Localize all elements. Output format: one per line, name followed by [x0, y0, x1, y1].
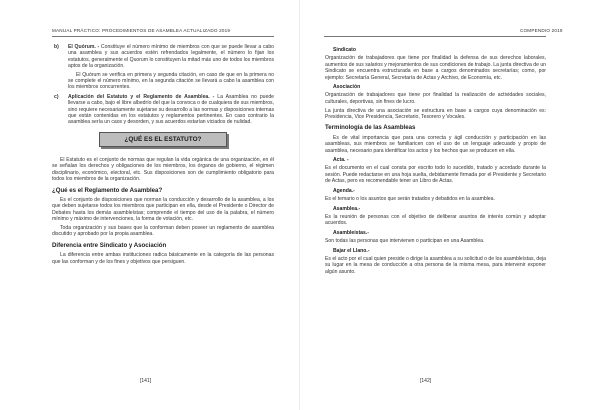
item-marker: c)	[54, 93, 59, 100]
right-running-head: COMPENDIO 2019	[520, 28, 563, 33]
reglamento-paragraph: Es el conjunto de disposiciones que norman la conducción y desarrollo de la asamblea, a los que deben sujetarse todos los miembros que participan en ella, desde el Presidente o Director de Debates hasta los demás asambleístas; comprende el tiempo del uso de la palabra, el número mínimo y máximo de intervenciones, la forma de votación, etc.	[52, 196, 274, 223]
right-page-number: [142]	[420, 378, 432, 384]
asamblea-paragraph: Es la reunión de personas con el objetivo de deliberar asuntos de interés común y adoptar acuerdos.	[325, 213, 546, 227]
diferencia-paragraph: La diferencia entre ambas instituciones radica básicamente en la categoría de las personas que las conforman y de los fines y objetivos que persiguen.	[52, 252, 274, 265]
heading-diferencia: Diferencia entre Sindicato y Asociación	[52, 241, 167, 249]
item-marker: b)	[54, 44, 59, 50]
heading-asamblea: Asamblea.-	[333, 205, 361, 212]
bajar-llano-paragraph: Es el acto por el cual quien preside o dirige la asamblea a su solicitud o de los asambleístas, deja su lugar en la mesa de conducción a otra persona de la misma mesa, para intervenir exponer algún asunto.	[325, 255, 546, 275]
left-page-number: [141]	[140, 378, 152, 384]
aplicacion-title: Aplicación del Estatuto y el Reglamento de Asamblea. -	[68, 93, 215, 100]
quorum-text: Constituye el número mínimo de miembros con que se puede llevar a cabo una asamblea y sus acuerdos estén refrendados legalmente, el número lo fijan los estatutos, generalmente el Quorum lo constituyen la mitad más uno de todos los miembros aptos de la organización.	[68, 44, 275, 70]
left-page-content	[52, 44, 274, 267]
asociacion-paragraph: Organización de trabajadores que tiene por finalidad la realización de actividades sociales, culturales, deportivas, sin fines de lucro.	[325, 92, 546, 105]
right-page-content	[325, 44, 546, 278]
heading-terminologia: Terminología de las Asambleas	[325, 124, 416, 132]
left-running-head: MANUAL PRÁCTICO: PROCEDIMIENTOS DE ASAMBLEA ACTUALIZADO 2019	[52, 28, 231, 33]
asambleistas-paragraph: Son todas las personas que intervienen o participan en una Asamblea.	[325, 238, 485, 245]
heading-asambleistas: Asambleístas.-	[333, 229, 369, 236]
estatuto-paragraph: El Estatuto es el conjunto de normas que regulan la vida orgánica de una organización, en él se señalan los derechos y obligaciones de los miembros, los órganos de gobierno, el régimen disciplinario, económico, electoral, etc. Sus disposiciones son de cumplimiento obligatorio para todos los miembros de la organización.	[52, 156, 274, 183]
right-header-rule	[324, 36, 546, 37]
heading-acta: Acta. -	[333, 157, 349, 164]
terminologia-paragraph: Es de vital importancia que para una correcta y ágil conducción y participación en las asambleas, sus miembros se familiaricen con el uso de un lenguaje adecuado y propio de asamblea, necesario para identificar los actos y los hechos que se producen en ella.	[325, 134, 546, 154]
quorum-title: El Quórum. -	[68, 44, 100, 50]
heading-asociacion: Asociación	[333, 84, 361, 91]
quorum-paragraph	[68, 44, 274, 70]
heading-bajar-llano: Bajar el Llano.-	[333, 247, 370, 254]
sindicato-paragraph: Organización de trabajadores que tiene por finalidad la defensa de sus derechos laborales, aumentos de sus salarios y mejoramientos de sus condiciones de trabajo. La junta directiva de un Sindicato se encuentra estructurada en base a cargos denominados secretarías; como, por ejemplo: Secretaría General, Secretaría de Actas y Archivo, de Economía, etc.	[325, 55, 546, 81]
aplicacion-paragraph	[68, 94, 274, 126]
heading-sindicato: Sindicato	[333, 47, 356, 53]
asociacion-paragraph-2: La junta directiva de una asociación se estructura en base a cargos cuya denominación es: Presidencia, Vice Presidencia, Secretario, Tesorero y Vocales.	[325, 107, 546, 121]
question-box-estatuto: ¿QUÉ ES EL ESTATUTO?	[99, 132, 227, 147]
quorum-paragraph-2: El Quórum se verifica en primera y segunda citación, en caso de que en la primera no se complete el número mínimo, en la segunda citación se llevará a cabo la asamblea con los miembros concurrentes.	[68, 71, 274, 91]
heading-reglamento: ¿Qué es el Reglamento de Asamblea?	[52, 186, 163, 194]
acta-paragraph: Es el documento en el cual consta por escrito todo lo sucedido, tratado y acordado durante la sesión. Puede redactarse en una hoja suelta, debidamente firmada por el Presidente y Secretario de Actas, pero es recomendable tener un Libro de Actas.	[325, 165, 546, 185]
item-quorum	[52, 44, 274, 91]
agenda-paragraph: Es el temario o los asuntos que serán tratados y debatidos en la asamblea.	[325, 196, 495, 203]
right-page	[300, 0, 600, 410]
heading-agenda: Agenda.-	[333, 187, 355, 194]
reglamento-paragraph-2: Toda organización y sus bases que la conforman deben poseer un reglamento de asamblea discutido y aprobado por la propia asamblea.	[52, 224, 274, 238]
aplicacion-text: La Asamblea no puede llevarse a cabo, bajo el libre albedrío del que la convoca o de cualquiera de sus miembros, sino requiere necesariamente sujetarse su desarrollo a las normas y disposiciones internas que están contenidas en los estatutos y reglamentos pertinentes. En caso contrario la asamblea sería un caos y desorden, y sus acuerdos estarían viciados de nulidad.	[68, 93, 275, 126]
left-header-rule	[52, 36, 274, 37]
item-aplicacion-estatuto	[52, 94, 274, 126]
